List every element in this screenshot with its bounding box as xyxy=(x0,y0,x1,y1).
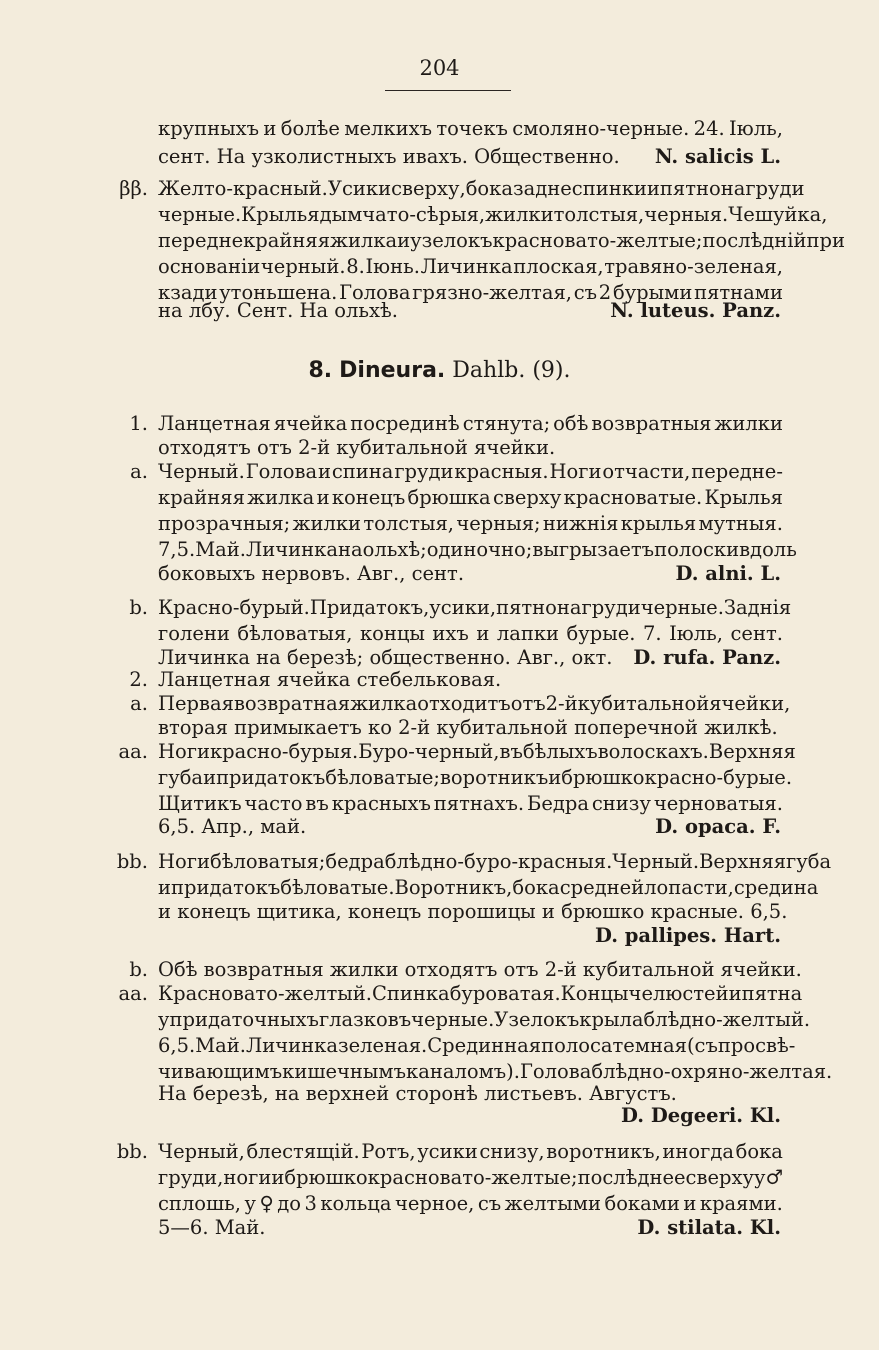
text-line: На березѣ, на верхней сторонѣ листьевъ. Августъ. xyxy=(158,1082,677,1105)
text-line: у придаточныхъ глазковъ черные. Узелокъ крыла блѣдно-желтый. xyxy=(158,1008,811,1031)
key-label: a. xyxy=(130,460,148,483)
text-line: переднекрайняя жилка и узелокъ красновато-желтые; послѣдній при xyxy=(158,229,846,252)
key-label: bb. xyxy=(116,850,148,873)
genus-author: Dahlb. xyxy=(452,358,526,383)
text-line: 5—6. Май. xyxy=(158,1216,266,1239)
text-line: крупныхъ и болѣе мелкихъ точекъ смоляно-черные. 24. Іюль, xyxy=(158,117,783,140)
species-name: D. Degeeri. Kl. xyxy=(621,1104,781,1127)
text-line: груди, ноги и брюшко красновато-желтые; послѣднее сверху у ♂ xyxy=(158,1166,783,1189)
text-line: Красновато-желтый. Спинка буроватая. Концы челюстей и пятна xyxy=(158,982,803,1005)
text-line: Щитикъ часто въ красныхъ пятнахъ. Бедра снизу черноватыя. xyxy=(158,792,783,815)
genus-name: Dineura. xyxy=(339,358,446,383)
text-line: Ланцетная ячейка стебельковая. xyxy=(158,668,502,691)
key-label: 2. xyxy=(129,668,148,691)
key-label: b. xyxy=(129,958,148,981)
text-line: крайняя жилка и конецъ брюшка сверху красноватые. Крылья xyxy=(158,486,783,509)
text-line: основаніи черный. 8. Іюнь. Личинка плоская, травяно-зеленая, xyxy=(158,255,783,278)
text-line: Красно-бурый. Придатокъ, усики, пятно на груди черные. Заднія xyxy=(158,596,792,619)
text-line: Первая возвратная жилка отходитъ отъ 2-й кубитальной ячейки, xyxy=(158,692,791,715)
species-name: D. stilata. Kl. xyxy=(637,1216,781,1239)
text-line: сплошь, у ♀ до 3 кольца черное, съ желтыми боками и краями. xyxy=(158,1192,783,1215)
genus-number: 8. xyxy=(308,358,333,383)
species-name: D. pallipes. Hart. xyxy=(594,924,781,947)
text-line: губа и придатокъ бѣловатые; воротникъ и брюшко красно-бурые. xyxy=(158,766,793,789)
text-line: отходятъ отъ 2-й кубитальной ячейки. xyxy=(158,436,556,459)
page-number: 204 xyxy=(419,56,460,80)
text-line: Ноги красно-бурыя. Буро-черный, въ бѣлыхъ волоскахъ. Верхняя xyxy=(158,740,796,763)
key-label: aa. xyxy=(118,740,148,763)
text-line: черные. Крылья дымчато-сѣрыя, жилки толстыя, черныя. Чешуйка, xyxy=(158,203,828,226)
genus-count: (9). xyxy=(532,358,571,383)
key-label: ββ. xyxy=(119,177,148,200)
text-line: Обѣ возвратныя жилки отходятъ отъ 2-й кубитальной ячейки. xyxy=(158,958,802,981)
text-line: Ланцетная ячейка посрединѣ стянута; обѣ возвратныя жилки xyxy=(158,412,783,435)
text-line: голени бѣловатыя, концы ихъ и лапки бурые. 7. Іюль, сент. xyxy=(158,622,783,645)
text-line: Черный. Голова и спина груди красныя. Ноги отчасти, передне- xyxy=(158,460,783,483)
text-line: на лбу. Сент. На ольхѣ. xyxy=(158,299,398,322)
species-name: N. luteus. Panz. xyxy=(610,299,781,322)
text-line: боковыхъ нервовъ. Авг., сент. xyxy=(158,562,465,585)
text-line: Черный, блестящій. Ротъ, усики снизу, воротникъ, иногда бока xyxy=(158,1140,783,1163)
text-line: 7,5. Май. Личинка на ольхѣ; одиночно; выгрызаетъ полоски вдоль xyxy=(158,538,797,561)
text-line: Личинка на березѣ; общественно. Авг., окт. xyxy=(158,646,613,669)
text-line: прозрачныя; жилки толстыя, черныя; нижнія крылья мутныя. xyxy=(158,512,783,535)
species-name: D. opaca. F. xyxy=(655,815,781,838)
header-rule xyxy=(385,90,511,91)
text-line: Ноги бѣловатыя; бедра блѣдно-буро-красныя. Черный. Верхняя губа xyxy=(158,850,832,873)
species-name: N. salicis L. xyxy=(654,145,781,168)
text-line: чивающимъ кишечнымъ каналомъ). Голова блѣдно-охряно-желтая. xyxy=(158,1060,833,1083)
text-line: Желто-красный. Усики сверху, бока заднеспинки и пятно на груди xyxy=(158,177,805,200)
genus-heading xyxy=(0,356,879,386)
key-label: a. xyxy=(130,692,148,715)
text-line: 6,5. Май. Личинка зеленая. Срединная полоса темная (съ просвѣ- xyxy=(158,1034,796,1057)
key-label: bb. xyxy=(116,1140,148,1163)
text-line: вторая примыкаетъ ко 2-й кубитальной поперечной жилкѣ. xyxy=(158,716,778,739)
key-label: 1. xyxy=(129,412,148,435)
text-line: сент. На узколистныхъ ивахъ. Общественно. xyxy=(158,145,620,168)
text-line: и конецъ щитика, конецъ порошицы и брюшко красные. 6,5. xyxy=(158,900,788,923)
species-name: D. alni. L. xyxy=(675,562,781,585)
text-line: 6,5. Апр., май. xyxy=(158,815,307,838)
species-name: D. rufa. Panz. xyxy=(633,646,781,669)
text-line: и придатокъ бѣловатые. Воротникъ, бока средней лопасти, средина xyxy=(158,876,819,899)
key-label: aa. xyxy=(118,982,148,1005)
text-line: кзади утоньшена. Голова грязно-желтая, съ 2 бурыми пятнами xyxy=(158,281,783,304)
key-label: b. xyxy=(129,596,148,619)
